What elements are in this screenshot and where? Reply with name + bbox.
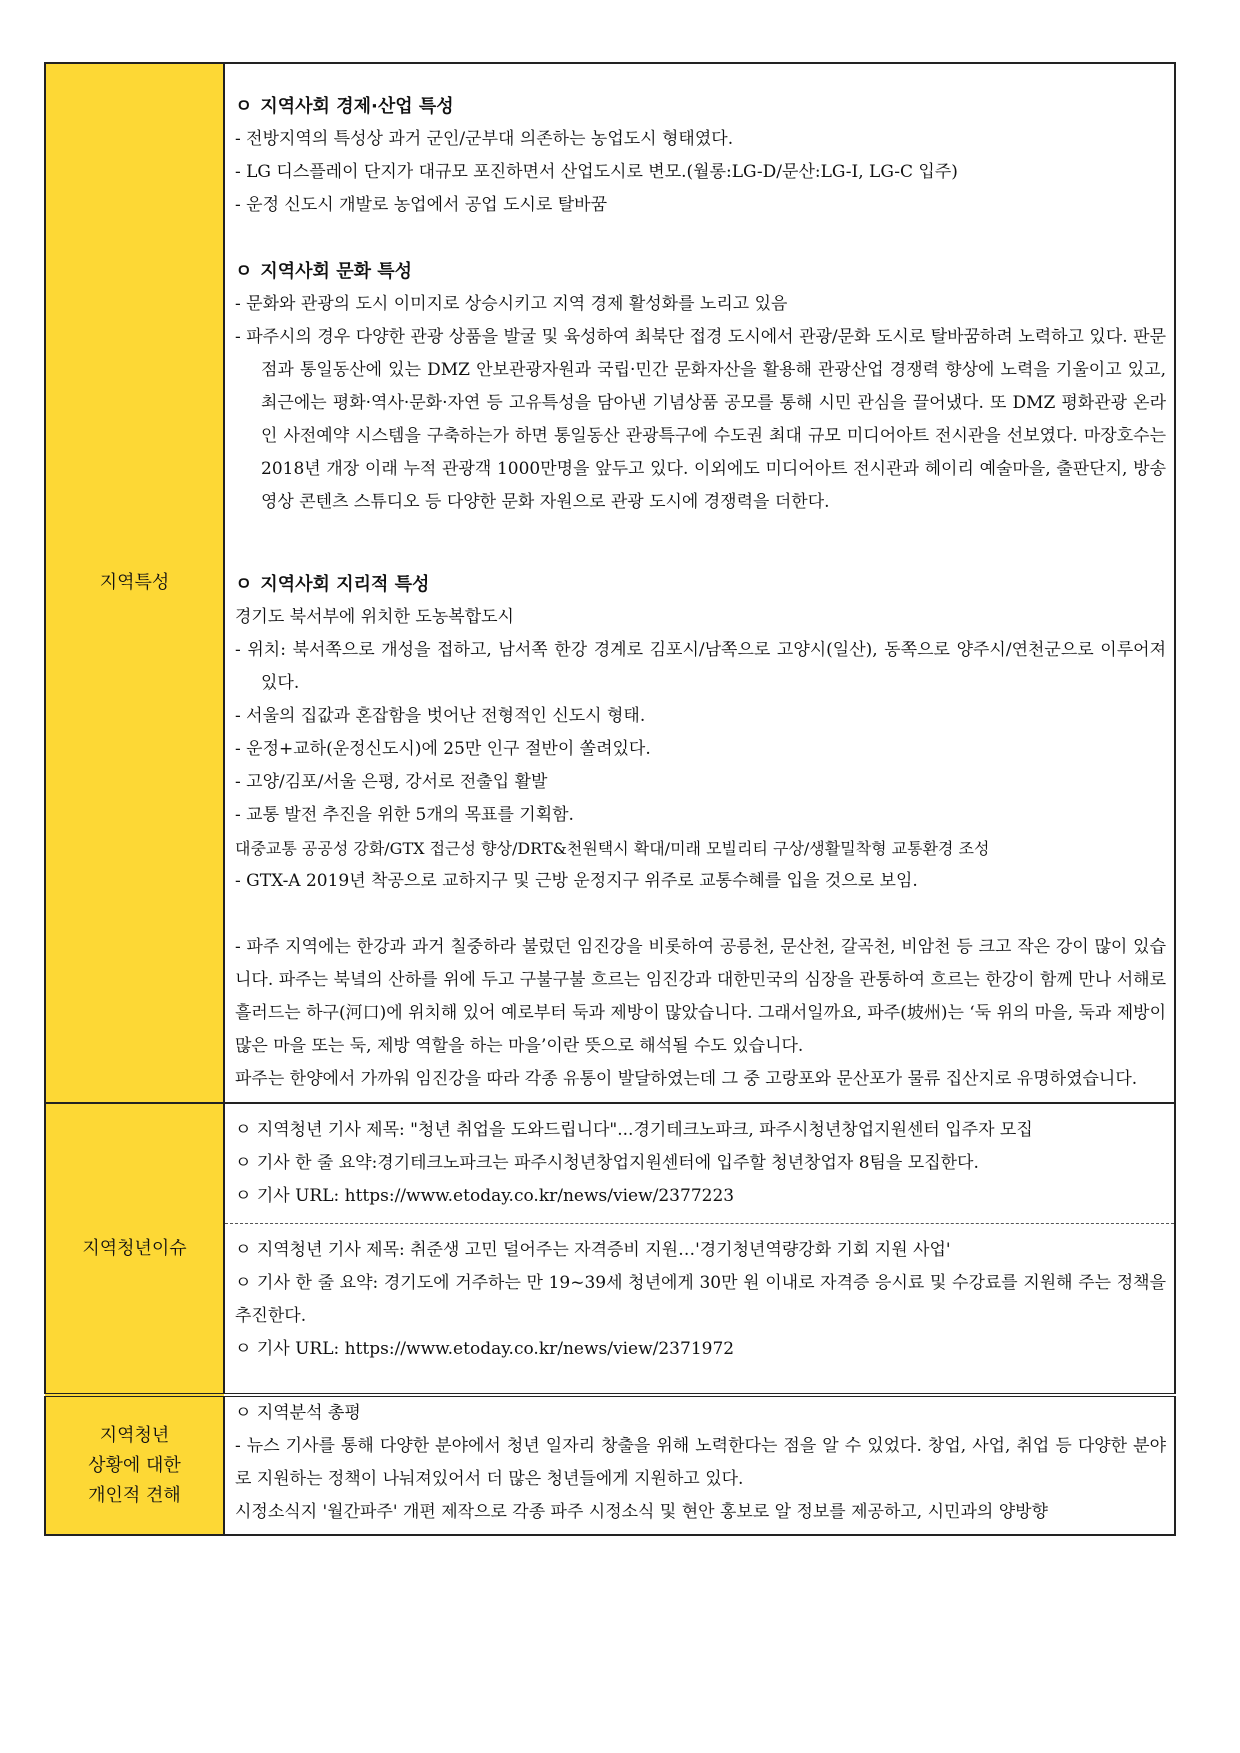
circle-bullet-icon: ㅇ bbox=[235, 261, 253, 282]
opinion-label-line: 개인적 견해 bbox=[88, 1484, 181, 1506]
geography-heading: ㅇ 지역사회 지리적 특성 bbox=[235, 574, 430, 595]
opinion-label-line: 상황에 대한 bbox=[88, 1454, 181, 1476]
circle-bullet-icon: ㅇ bbox=[235, 96, 253, 117]
culture-heading: ㅇ 지역사회 문화 특성 bbox=[235, 261, 413, 282]
opinion-text-continued: 시정소식지 '월간파주' 개편 제작으로 각종 파주 시정소식 및 현안 홍보로 알 정보를 제공하고, 시민과의 양방향 bbox=[235, 1502, 1048, 1522]
geography-item: 대중교통 공공성 강화/GTX 접근성 향상/DRT&천원택시 확대/미래 모빌리티 구상/생활밀착형 교통환경 조성 bbox=[235, 839, 990, 858]
geography-item: - 고양/김포/서울 은평, 강서로 전출입 활발 bbox=[235, 772, 548, 792]
article1-url: ㅇ 기사 URL: https://www.etoday.co.kr/news/view/2377223 bbox=[235, 1186, 735, 1206]
region-label: 지역특성 bbox=[45, 63, 224, 1103]
geography-intro: 경기도 북서부에 위치한 도농복합도시 bbox=[235, 607, 514, 627]
opinion-content bbox=[224, 1395, 1175, 1535]
economy-item: - 전방지역의 특성상 과거 군인/군부대 의존하는 농업도시 형태였다. bbox=[235, 129, 734, 149]
opinion-text: - 뉴스 기사를 통해 다양한 분야에서 청년 일자리 창출을 위해 노력한다는 점을 알 수 있었다. 창업, 사업, 취업 등 다양한 분야로 지원하는 정책이 나눠져있어서 더 많은 청년들에게 지원하고 있다. bbox=[235, 1436, 1166, 1489]
article1-title: ㅇ 지역청년 기사 제목: "청년 취업을 도와드립니다"...경기테크노파크, 파주시청년창업지원센터 입주자 모집 bbox=[235, 1120, 1033, 1140]
article2-url: ㅇ 기사 URL: https://www.etoday.co.kr/news/view/2371972 bbox=[235, 1339, 735, 1359]
geography-item: - 서울의 집값과 혼잡함을 벗어난 전형적인 신도시 형태. bbox=[235, 706, 646, 726]
culture-paragraph: - 파주시의 경우 다양한 관광 상품을 발굴 및 육성하여 최북단 접경 도시에서 관광/문화 도시로 탈바꿈하려 노력하고 있다. 판문점과 통일동산에 있는 DMZ 안보관광자원과 국립·민간 문화자산을 활용해 관광산업 경쟁력 향상에 노력을 기울이고 있고, 최근에는 평화·역사·문화·자연 등 고유특성을 담아낸 기념상품 공모를 통해 시민 관심을 끌어냈다. 또 DMZ 평화관광 온라인 사전예약 시스템을 구축하는가 하면 통일동산 관광특구에 수도권 최대 규모 미디어아트 전시관을 선보였다. 마장호수는 2018년 개장 이래 누적 관광객 1000만명을 앞두고 있다. 이외에도 미디어아트 전시관과 헤이리 예술마을, 출판단지, 방송영상 콘텐츠 스튜디오 등 다양한 문화 자원으로 관광 도시에 경쟁력을 더한다. bbox=[235, 327, 1166, 512]
article2-title: ㅇ 지역청년 기사 제목: 취준생 고민 덜어주는 자격증비 지원…'경기청년역량강화 기회 지원 사업' bbox=[235, 1240, 951, 1260]
opinion-row bbox=[45, 1395, 1175, 1535]
youth-label: 지역청년이슈 bbox=[45, 1103, 224, 1395]
youth-row bbox=[45, 1103, 1175, 1395]
region-content bbox=[224, 63, 1175, 1103]
geography-river-paragraph: - 파주 지역에는 한강과 과거 칠중하라 불렀던 임진강을 비롯하여 공릉천, 문산천, 갈곡천, 비암천 등 크고 작은 강이 많이 있습니다. 파주는 북녘의 산하를 위에 두고 구불구불 흐르는 임진강과 대한민국의 심장을 관통하여 흐르는 한강이 함께 만나 서해로 흘러드는 하구(河口)에 위치해 있어 예로부터 둑과 제방이 많았습니다. 그래서일까요, 파주(坡州)는 ‘둑 위의 마을, 둑과 제방이 많은 마을 또는 둑, 제방 역할을 하는 마을’이란 뜻으로 해석될 수도 있습니다. bbox=[235, 937, 1166, 1056]
youth-content bbox=[224, 1103, 1175, 1395]
document-page bbox=[44, 62, 1176, 1673]
geography-location: - 위치: 북서쪽으로 개성을 접하고, 남서쪽 한강 경계로 김포시/남쪽으로 고양시(일산), 동쪽으로 양주시/연천군으로 이루어져 있다. bbox=[235, 640, 1166, 693]
geography-item: - 교통 발전 추진을 위한 5개의 목표를 기획함. bbox=[235, 805, 574, 825]
opinion-label bbox=[45, 1395, 224, 1535]
region-row bbox=[45, 63, 1175, 1103]
report-table bbox=[44, 62, 1176, 1536]
article-divider bbox=[225, 1223, 1174, 1224]
culture-item: - 문화와 관광의 도시 이미지로 상승시키고 지역 경제 활성화를 노리고 있음 bbox=[235, 294, 788, 314]
opinion-heading: ㅇ 지역분석 총평 bbox=[235, 1403, 361, 1423]
geography-item: - GTX-A 2019년 착공으로 교하지구 및 근방 운정지구 위주로 교통수혜를 입을 것으로 보임. bbox=[235, 871, 918, 891]
opinion-label-line: 지역청년 bbox=[99, 1424, 170, 1446]
geography-trade-paragraph: 파주는 한양에서 가까워 임진강을 따라 각종 유통이 발달하였는데 그 중 고랑포와 문산포가 물류 집산지로 유명하였습니다. bbox=[235, 1069, 1138, 1089]
economy-item: - LG 디스플레이 단지가 대규모 포진하면서 산업도시로 변모.(월롱:LG-D/문산:LG-I, LG-C 입주) bbox=[235, 162, 958, 182]
article2-summary: ㅇ 기사 한 줄 요약: 경기도에 거주하는 만 19~39세 청년에게 30만 원 이내로 자격증 응시료 및 수강료를 지원해 주는 정책을 추진한다. bbox=[235, 1273, 1166, 1326]
economy-heading: ㅇ 지역사회 경제·산업 특성 bbox=[235, 96, 454, 117]
economy-item: - 운정 신도시 개발로 농업에서 공업 도시로 탈바꿈 bbox=[235, 195, 608, 215]
article1-summary: ㅇ 기사 한 줄 요약:경기테크노파크는 파주시청년창업지원센터에 입주할 청년창업자 8팀을 모집한다. bbox=[235, 1153, 979, 1173]
circle-bullet-icon: ㅇ bbox=[235, 574, 253, 595]
geography-item: - 운정+교하(운정신도시)에 25만 인구 절반이 쏠려있다. bbox=[235, 739, 651, 759]
